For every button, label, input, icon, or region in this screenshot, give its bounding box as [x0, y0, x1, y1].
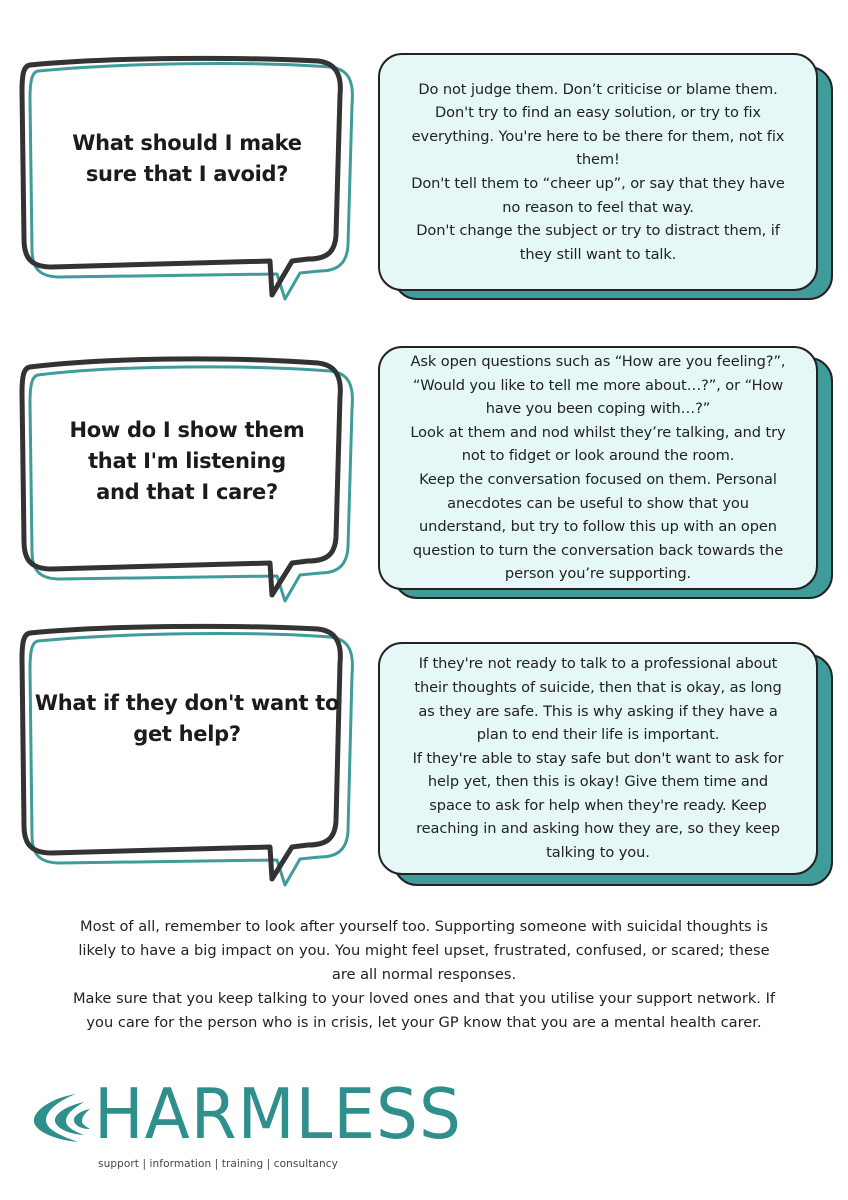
answer-card — [378, 642, 818, 875]
answer-card — [378, 53, 818, 291]
faq-section-avoid — [0, 45, 848, 315]
question-heading: How do I show them that I'm listening and that I care? — [69, 417, 305, 504]
logo-wordmark: HARMLESS — [94, 1074, 462, 1155]
swoosh-arcs-icon — [28, 1088, 98, 1148]
faq-section-no-help — [0, 615, 848, 885]
answer-card — [378, 346, 818, 590]
question-heading: What should I make sure that I avoid? — [72, 131, 302, 186]
answer-text: Ask open questions such as “How are you feeling?”, “Would you like to tell me more about…?”, or “How have you been coping with…?” Look at them and nod whilst they’re talking, and try not to fidget or look around the room. Keep the conversation focused on them. Personal anecdotes can be useful to show that you understand, but try to follow this up with an open question to turn the conversation back towards the person you’re supporting. — [410, 353, 786, 583]
logo-tagline: support | information | training | consultancy — [98, 1158, 338, 1170]
harmless-logo — [28, 1074, 462, 1180]
answer-text: If they're not ready to talk to a professional about their thoughts of suicide, then that is okay, as long as they are safe. This is why asking if they have a plan to end their life is important. If they're able to stay safe but don't want to ask for help yet, then this is okay! Give them time and space to ask for help when they're ready. Keep reaching in and asking how they are, so they keep talking to you. — [412, 655, 784, 862]
question-heading: What if they don't want to get help? — [34, 691, 340, 746]
footer-paragraph: Most of all, remember to look after yourself too. Supporting someone with suicidal thoughts is likely to have a big impact on you. You might feel upset, frustrated, confused, or scared; these are all normal responses. Make sure that you keep talking to your loved ones and that you utilise your support network. If you care for the person who is in crisis, let your GP know that you are a mental health carer. — [72, 918, 776, 1031]
answer-text: Do not judge them. Don’t criticise or blame them. Don't try to find an easy solution, or try to fix everything. You're here to be there for them, not fix them! Don't tell them to “cheer up”, or say that they have no reason to feel that way. Don't change the subject or try to distract them, if they still want to talk. — [411, 80, 785, 263]
faq-section-listening — [0, 335, 848, 605]
